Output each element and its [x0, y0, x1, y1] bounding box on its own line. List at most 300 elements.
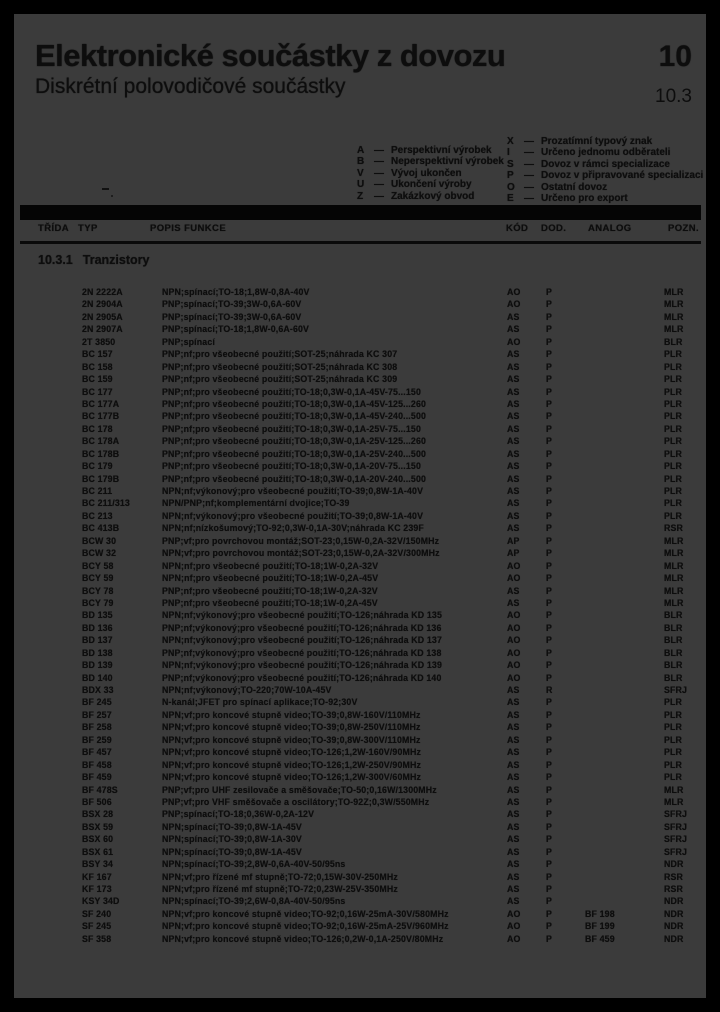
cell-popis: PNP;vf;pro VHF směšovače a oscilátory;TO-92Z;0,3W/550MHz: [162, 796, 430, 807]
cell-kod: AO: [507, 573, 521, 584]
cell-dod: P: [546, 834, 553, 845]
cell-popis: NPN;vf;pro koncové stupně video;TO-39;0,8W-160V/110MHz: [162, 709, 421, 720]
cell-typ: BSX 61: [82, 846, 114, 857]
cell-typ: BSX 60: [82, 834, 114, 845]
cell-popis: NPN;spínací;TO-39;2,8W-0,6A-40V-50/95ns: [162, 859, 346, 870]
column-header-analog: ANALOG: [588, 223, 632, 234]
cell-kod: AS: [507, 722, 520, 733]
legend-label: Perspektivní výrobek: [391, 145, 492, 156]
cell-popis: NPN;nf;nízkošumový;TO-92;0,3W-0,1A-30V;náhrada KC 239F: [162, 523, 424, 534]
cell-pozn: PLR: [664, 473, 683, 484]
column-header-trida: TŘÍDA: [38, 223, 70, 234]
cell-dod: P: [546, 560, 553, 571]
cell-dod: P: [546, 908, 553, 919]
cell-kod: AS: [507, 796, 520, 807]
cell-kod: AS: [507, 597, 520, 608]
cell-kod: AS: [507, 473, 520, 484]
cell-pozn: MLR: [664, 784, 684, 795]
cell-typ: BC 177: [82, 386, 113, 397]
cell-pozn: SFRJ: [664, 846, 688, 857]
cell-popis: NPN;nf;výkonový;TO-220;70W-10A-45V: [162, 685, 332, 695]
cell-dod: P: [546, 386, 553, 397]
cell-dod: P: [546, 498, 553, 509]
cell-typ: SF 240: [82, 908, 112, 919]
cell-dod: P: [546, 933, 553, 944]
table-row: [14, 287, 706, 299]
legend-label: Určeno pro export: [541, 193, 628, 205]
cell-pozn: PLR: [664, 498, 683, 509]
cell-pozn: SFRJ: [664, 821, 688, 832]
cell-dod: P: [546, 635, 553, 646]
cell-kod: AS: [507, 510, 520, 521]
cell-kod: AO: [507, 560, 521, 571]
header-rule: [20, 241, 701, 244]
table-row: [14, 896, 706, 908]
cell-typ: BC 177A: [82, 398, 120, 409]
legend-code: E: [507, 193, 514, 205]
cell-kod: AS: [507, 697, 520, 708]
cell-dod: P: [546, 884, 553, 894]
cell-dod: P: [546, 436, 553, 447]
cell-dod: P: [546, 336, 553, 347]
cell-typ: 2N 2222A: [82, 287, 123, 297]
cell-popis: PNP;nf;výkonový;pro všeobecné použití;TO-126;náhrada KD 138: [162, 647, 442, 658]
cell-dod: P: [546, 423, 553, 434]
legend-dash: —: [524, 181, 534, 193]
cell-pozn: PLR: [664, 423, 683, 434]
cell-typ: BC 211/313: [82, 498, 130, 509]
cell-kod: AS: [507, 448, 520, 459]
cell-typ: BCW 32: [82, 548, 117, 559]
legend-import-codes: [507, 136, 703, 204]
cell-pozn: PLR: [664, 374, 683, 385]
cell-kod: AO: [507, 647, 521, 658]
cell-pozn: BLR: [664, 672, 683, 683]
table-row: [14, 511, 706, 523]
table-row: [14, 648, 706, 660]
cell-popis: NPN;vf;pro koncové stupně video;TO-92;0,16W-25mA-30V/580MHz: [162, 908, 449, 919]
cell-typ: BSX 59: [82, 821, 114, 832]
cell-popis: PNP;nf;pro všeobecné použití;SOT-25;náhrada KC 308: [162, 361, 398, 372]
cell-kod: AS: [507, 324, 520, 335]
cell-dod: P: [546, 597, 553, 608]
table-row: [14, 921, 706, 933]
cell-popis: PNP;spínací: [162, 336, 215, 347]
cell-kod: AS: [507, 411, 520, 422]
cell-kod: AS: [507, 311, 520, 322]
table-row: [14, 436, 706, 448]
cell-kod: AS: [507, 498, 520, 509]
legend-dash: —: [374, 156, 384, 168]
legend-dash: —: [524, 193, 534, 205]
table-row: [14, 785, 706, 797]
cell-pozn: PLR: [664, 436, 683, 447]
table-row: [14, 573, 706, 585]
legend-code: S: [507, 158, 514, 170]
section-heading: [38, 253, 149, 267]
legend-production-codes: [357, 145, 504, 202]
cell-kod: AS: [507, 486, 520, 496]
cell-pozn: PLR: [664, 747, 683, 758]
legend-dash: —: [374, 179, 384, 191]
cell-pozn: RSR: [664, 523, 684, 534]
cell-kod: AS: [507, 386, 520, 397]
cell-kod: AS: [507, 436, 520, 447]
table-row: [14, 474, 706, 486]
table-row: [14, 536, 706, 548]
cell-pozn: RSR: [664, 884, 684, 894]
cell-kod: AS: [507, 784, 520, 795]
cell-dod: P: [546, 510, 553, 521]
table-row: [14, 710, 706, 722]
cell-kod: AS: [507, 423, 520, 434]
cell-dod: P: [546, 287, 553, 297]
cell-pozn: MLR: [664, 299, 684, 310]
cell-kod: AS: [507, 809, 520, 820]
table-row: [14, 847, 706, 859]
cell-pozn: PLR: [664, 461, 683, 472]
cell-pozn: SFRJ: [664, 834, 688, 845]
legend-item: [507, 136, 703, 147]
table-row: [14, 424, 706, 436]
cell-popis: NPN;vf;pro koncové stupně video;TO-126;1,2W-300V/60MHz: [162, 772, 422, 783]
cell-kod: AP: [507, 548, 520, 559]
cell-typ: BC 157: [82, 349, 113, 360]
cell-popis: PNP;spínací;TO-18;1,8W-0,6A-60V: [162, 324, 310, 335]
cell-kod: AS: [507, 834, 520, 845]
cell-dod: R: [546, 685, 553, 695]
column-header-typ: TYP: [78, 223, 98, 234]
cell-dod: P: [546, 535, 553, 546]
cell-kod: AS: [507, 523, 520, 534]
table-row: [14, 337, 706, 349]
table-row: [14, 586, 706, 598]
cell-popis: NPN;nf;výkonový;pro všeobecné použití;TO-39;0,8W-1A-40V: [162, 510, 424, 521]
cell-dod: P: [546, 461, 553, 472]
cell-typ: BC 211: [82, 486, 113, 496]
scan-speck: [111, 195, 113, 197]
table-row: [14, 697, 706, 709]
cell-typ: BF 506: [82, 796, 112, 807]
cell-dod: P: [546, 660, 553, 671]
cell-popis: PNP;nf;pro všeobecné použití;SOT-25;náhrada KC 309: [162, 374, 398, 385]
cell-popis: PNP;nf;pro všeobecné použití;TO-18;0,3W-0,1A-25V-240...500: [162, 448, 427, 459]
table-row: [14, 722, 706, 734]
column-header-dod: DOD.: [541, 223, 567, 234]
cell-dod: P: [546, 411, 553, 422]
cell-popis: PNP;nf;pro všeobecné použití;TO-18;0,3W-0,1A-20V-75...150: [162, 461, 421, 472]
legend-label: Ostatní dovoz: [541, 181, 608, 193]
cell-dod: P: [546, 709, 553, 720]
cell-typ: BD 138: [82, 647, 113, 658]
cell-typ: KF 167: [82, 871, 112, 882]
cell-dod: P: [546, 672, 553, 683]
cell-typ: BF 259: [82, 734, 112, 745]
cell-pozn: MLR: [664, 585, 684, 596]
cell-popis: NPN;vf;pro povrchovou montáž;SOT-23;0,15W-0,2A-32V/300MHz: [162, 548, 440, 559]
cell-popis: NPN;nf;pro všeobecné použití;TO-18;1W-0,2A-45V: [162, 573, 379, 584]
section-title: Tranzistory: [82, 253, 150, 267]
cell-dod: P: [546, 734, 553, 745]
cell-dod: P: [546, 921, 553, 932]
cell-kod: AS: [507, 859, 520, 870]
cell-typ: 2T 3850: [82, 336, 116, 347]
cell-kod: AS: [507, 734, 520, 745]
scan-speck: [102, 188, 109, 190]
cell-dod: P: [546, 361, 553, 372]
transistor-table: [14, 287, 706, 952]
table-row: [14, 735, 706, 747]
cell-kod: AO: [507, 610, 521, 621]
cell-pozn: PLR: [664, 486, 683, 496]
legend-code: V: [357, 167, 364, 179]
cell-dod: P: [546, 796, 553, 807]
cell-typ: 2N 2907A: [82, 324, 123, 335]
cell-typ: BDX 33: [82, 685, 114, 695]
cell-dod: P: [546, 784, 553, 795]
legend-label: Ukončení výroby: [391, 179, 472, 191]
cell-kod: AS: [507, 349, 520, 360]
cell-typ: BF 458: [82, 759, 112, 770]
cell-typ: BC 178A: [82, 436, 120, 447]
table-row: [14, 411, 706, 423]
table-row: [14, 362, 706, 374]
cell-kod: AO: [507, 287, 521, 297]
cell-pozn: MLR: [664, 560, 684, 571]
legend-code: Z: [357, 190, 364, 202]
cell-dod: P: [546, 722, 553, 733]
cell-dod: P: [546, 859, 553, 870]
cell-dod: P: [546, 747, 553, 758]
cell-kod: AP: [507, 535, 520, 546]
cell-popis: NPN/PNP;nf;komplementární dvojice;TO-39: [162, 498, 350, 509]
table-row: [14, 660, 706, 672]
table-row: [14, 486, 706, 498]
cell-pozn: BLR: [664, 622, 683, 633]
cell-popis: NPN;spínací;TO-39;0,8W-1A-45V: [162, 846, 302, 857]
cell-analog: BF 198: [585, 908, 615, 919]
cell-kod: AS: [507, 821, 520, 832]
cell-pozn: PLR: [664, 772, 683, 783]
cell-popis: NPN;spínací;TO-39;0,8W-1A-45V: [162, 821, 302, 832]
cell-typ: KSY 34D: [82, 896, 120, 907]
cell-typ: BC 413B: [82, 523, 120, 534]
cell-typ: BC 179: [82, 461, 113, 472]
legend-dash: —: [524, 158, 534, 170]
cell-popis: NPN;nf;výkonový;pro všeobecné použití;TO-126;náhrada KD 135: [162, 610, 442, 621]
cell-popis: PNP;nf;pro všeobecné použití;TO-18;0,3W-0,1A-45V-240...500: [162, 411, 427, 422]
cell-pozn: MLR: [664, 535, 684, 546]
legend-code: I: [507, 147, 510, 159]
cell-popis: N-kanál;JFET pro spínací aplikace;TO-92;30V: [162, 697, 358, 708]
cell-kod: AS: [507, 884, 520, 894]
cell-popis: NPN;spínací;TO-39;2,6W-0,8A-40V-50/95ns: [162, 896, 346, 907]
cell-dod: P: [546, 759, 553, 770]
cell-kod: AS: [507, 685, 520, 695]
cell-typ: BCW 30: [82, 535, 117, 546]
cell-analog: BF 199: [585, 921, 615, 932]
legend-dash: —: [374, 167, 384, 179]
cell-typ: BF 245: [82, 697, 112, 708]
cell-dod: P: [546, 311, 553, 322]
table-row: [14, 673, 706, 685]
cell-kod: AO: [507, 635, 521, 646]
cell-kod: AS: [507, 374, 520, 385]
cell-popis: NPN;nf;výkonový;pro všeobecné použití;TO-126;náhrada KD 137: [162, 635, 442, 646]
cell-popis: NPN;vf;pro koncové stupně video;TO-92;0,16W-25mA-25V/960MHz: [162, 921, 449, 932]
cell-typ: BD 139: [82, 660, 113, 671]
scanned-catalog-page: [14, 14, 706, 998]
cell-popis: PNP;nf;pro všeobecné použití;TO-18;0,3W-0,1A-25V-125...260: [162, 436, 427, 447]
cell-popis: NPN;vf;pro koncové stupně video;TO-39;0,8W-300V/110MHz: [162, 734, 421, 745]
cell-pozn: MLR: [664, 573, 684, 584]
cell-typ: SF 358: [82, 933, 112, 944]
table-row: [14, 374, 706, 386]
page-title: Elektronické součástky z dovozu: [35, 38, 506, 73]
cell-kod: AO: [507, 672, 521, 683]
cell-kod: AS: [507, 461, 520, 472]
cell-pozn: SFRJ: [664, 809, 688, 820]
table-row: [14, 760, 706, 772]
cell-pozn: NDR: [664, 859, 684, 870]
cell-typ: BD 135: [82, 610, 113, 621]
cell-kod: AS: [507, 896, 520, 907]
cell-pozn: NDR: [664, 921, 684, 932]
cell-pozn: NDR: [664, 896, 684, 907]
legend-item: [357, 191, 504, 202]
cell-kod: AS: [507, 772, 520, 783]
cell-popis: NPN;nf;výkonový;pro všeobecné použití;TO-39;0,8W-1A-40V: [162, 486, 424, 496]
cell-typ: BD 140: [82, 672, 113, 683]
table-row: [14, 299, 706, 311]
cell-typ: BD 137: [82, 635, 113, 646]
cell-dod: P: [546, 299, 553, 310]
cell-popis: PNP;nf;pro všeobecné použití;TO-18;0,3W-0,1A-25V-75...150: [162, 423, 421, 434]
column-header-pozn: POZN.: [668, 223, 700, 234]
cell-dod: P: [546, 523, 553, 534]
cell-pozn: BLR: [664, 635, 683, 646]
cell-pozn: MLR: [664, 311, 684, 322]
cell-kod: AS: [507, 846, 520, 857]
cell-pozn: BLR: [664, 336, 683, 347]
cell-popis: NPN;nf;výkonový;pro všeobecné použití;TO-126;náhrada KD 139: [162, 660, 442, 671]
cell-kod: AS: [507, 585, 520, 596]
cell-popis: NPN;vf;pro řízené mf stupně;TO-72;0,15W-30V-250MHz: [162, 871, 398, 882]
table-row: [14, 610, 706, 622]
cell-typ: BCY 79: [82, 597, 114, 608]
legend-label: Vývoj ukončen: [391, 167, 462, 179]
cell-pozn: MLR: [664, 548, 684, 559]
cell-dod: P: [546, 398, 553, 409]
cell-popis: PNP;nf;výkonový;pro všeobecné použití;TO-126;náhrada KD 140: [162, 672, 442, 683]
cell-popis: PNP;nf;pro všeobecné použití;TO-18;1W-0,2A-32V: [162, 585, 378, 596]
cell-typ: KF 173: [82, 884, 112, 894]
legend-code: X: [507, 136, 514, 147]
table-row: [14, 449, 706, 461]
legend-item: [357, 156, 504, 167]
cell-kod: AS: [507, 871, 520, 882]
cell-pozn: BLR: [664, 610, 683, 621]
legend-code: B: [357, 156, 365, 168]
cell-kod: AS: [507, 747, 520, 758]
chapter-number: 10: [658, 40, 692, 73]
cell-typ: BF 257: [82, 709, 112, 720]
legend-code: P: [507, 170, 514, 182]
cell-typ: BCY 59: [82, 573, 114, 584]
cell-pozn: RSR: [664, 871, 684, 882]
cell-dod: P: [546, 585, 553, 596]
legend-item: [507, 159, 703, 170]
cell-popis: PNP;spínací;TO-18;0,36W-0,2A-12V: [162, 809, 315, 820]
cell-pozn: PLR: [664, 697, 683, 708]
table-row: [14, 461, 706, 473]
table-row: [14, 934, 706, 946]
table-row: [14, 909, 706, 921]
cell-dod: P: [546, 486, 553, 496]
table-row: [14, 349, 706, 361]
cell-dod: P: [546, 697, 553, 708]
legend-code: U: [357, 179, 365, 191]
cell-pozn: NDR: [664, 908, 684, 919]
cell-popis: NPN;spínací;TO-39;0,8W-1A-30V: [162, 834, 302, 845]
table-row: [14, 324, 706, 336]
cell-kod: AO: [507, 299, 521, 310]
cell-typ: BF 457: [82, 747, 112, 758]
legend-item: [507, 193, 703, 204]
cell-pozn: PLR: [664, 411, 683, 422]
legend-dash: —: [374, 190, 384, 202]
cell-dod: P: [546, 374, 553, 385]
cell-dod: P: [546, 610, 553, 621]
cell-typ: BD 136: [82, 622, 113, 633]
cell-kod: AS: [507, 709, 520, 720]
cell-popis: PNP;vf;pro povrchovou montáž;SOT-23;0,15W-0,2A-32V/150MHz: [162, 535, 440, 546]
cell-dod: P: [546, 473, 553, 484]
table-row: [14, 772, 706, 784]
cell-popis: PNP;nf;pro všeobecné použití;TO-18;0,3W-0,1A-45V-125...260: [162, 398, 427, 409]
divider-band: [20, 205, 701, 220]
column-header-popis: POPIS FUNKCE: [150, 223, 227, 234]
cell-dod: P: [546, 573, 553, 584]
table-row: [14, 498, 706, 510]
cell-kod: AO: [507, 336, 521, 347]
cell-dod: P: [546, 846, 553, 857]
table-row: [14, 635, 706, 647]
cell-dod: P: [546, 324, 553, 335]
table-row: [14, 623, 706, 635]
table-row: [14, 598, 706, 610]
legend-item: [507, 182, 703, 193]
cell-popis: PNP;spínací;TO-39;3W-0,6A-60V: [162, 311, 302, 322]
cell-popis: PNP;vf;pro UHF zesilovače a směšovače;TO-50;0,16W/1300MHz: [162, 784, 437, 795]
cell-popis: NPN;vf;pro koncové stupně video;TO-39;0,8W-250V/110MHz: [162, 722, 421, 733]
table-row: [14, 834, 706, 846]
cell-typ: BC 178B: [82, 448, 120, 459]
cell-pozn: MLR: [664, 597, 684, 608]
cell-pozn: PLR: [664, 759, 683, 770]
legend-dash: —: [374, 145, 384, 156]
table-row: [14, 387, 706, 399]
page-subtitle: Diskrétní polovodičové součástky: [35, 75, 346, 98]
cell-pozn: MLR: [664, 324, 684, 335]
cell-pozn: MLR: [664, 796, 684, 807]
cell-pozn: BLR: [664, 660, 683, 671]
cell-dod: P: [546, 809, 553, 820]
table-row: [14, 548, 706, 560]
cell-kod: AS: [507, 398, 520, 409]
cell-typ: 2N 2905A: [82, 311, 123, 322]
cell-typ: 2N 2904A: [82, 299, 123, 310]
